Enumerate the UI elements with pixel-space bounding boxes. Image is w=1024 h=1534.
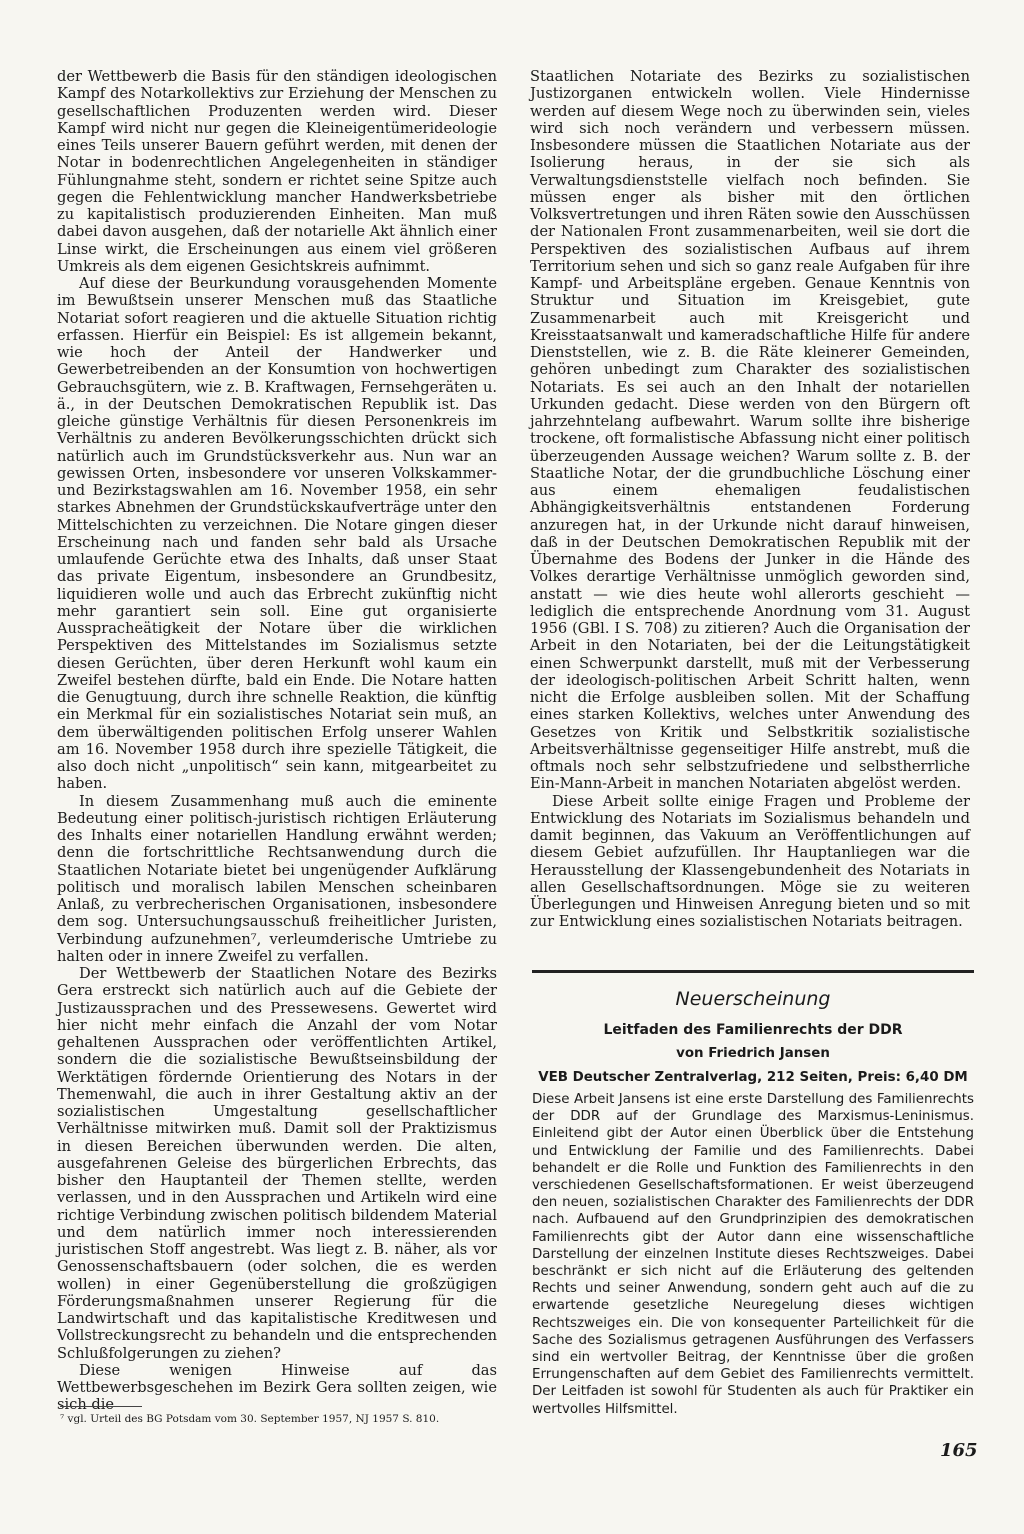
paragraph: Staatlichen Notariate des Bezirks zu sozialistischen Justizorganen entwickeln wollen. Viele Hindernisse werden auf diesem Wege noch zu überwinden sein, vieles wird sich noch verändern und verbessern müssen. Insbesondere müssen die Staatlichen Notariate aus der Isolierung heraus, in der sie sich als Verwaltungsdienststelle vielfach noch befinden. Sie müssen enger als bisher mit den örtlichen Volksvertretungen und ihren Räten sowie den Ausschüssen der Nationalen Front zusammenarbeiten, weil sie dort die Perspektiven des sozialistischen Aufbaus auf ihrem Territorium sehen und sich so ganz reale Aufgaben für ihre Kampf- und Arbeitspläne ergeben. Genaue Kenntnis von Struktur und Situation im Kreisgebiet, gute Zusammenarbeit auch mit Kreisgericht und Kreisstaatsanwalt und kameradschaftliche Hilfe für andere Dienststellen, wie z. B. die Räte kleinerer Gemeinden, gehören unbedingt zum Charakter des sozialistischen Notariats. Es sei auch an den Inhalt der notariellen Urkunden gedacht. Diese werden von den Bürgern oft jahrzehntelang aufbewahrt. Warum sollte ihre bisherige trockene, oft formalistische Abfassung nicht einer politisch überzeugenden Aussage weichen? Warum sollte z. B. der Staatliche Notar, der die grundbuchliche Löschung einer aus einem ehemaligen feudalistischen Abhängigkeitsverhältnis entstandenen Forderung anzuregen hat, in der Urkunde nicht darauf hinweisen, daß in der Deutschen Demokratischen Republik mit der Übernahme des Bodens der Junker in die Hände des Volkes derartige Verhältnisse unmöglich geworden sind, anstatt — wie dies heute wohl allerorts geschieht — lediglich die entsprechende Anordnung vom 31. August 1956 (GBl. I S. 708) zu zitieren? Auch die Organisation der Arbeit in den Notariaten, bei der die Leitungstätigkeit einen Schwerpunkt darstellt, muß mit der Verbesserung der ideologisch-politischen Arbeit Schritt halten, wenn nicht die Erfolge ausbleiben sollen. Mit der Schaffung eines starken Kollektivs, welches unter Anwendung des Gesetzes von Kritik und Selbstkritik sozialistische Arbeitsverhältnisse gegenseitiger Hilfe anstrebt, muß die oftmals noch sehr selbstzufriedene und selbstherrliche Ein-Mann-Arbeit in manchen Notariaten abgelöst werden. xyxy=(530,68,970,793)
section-divider xyxy=(532,970,974,973)
footnote-divider xyxy=(60,1406,142,1407)
right-column xyxy=(530,68,970,931)
paragraph: der Wettbewerb die Basis für den ständigen ideologischen Kampf des Notarkollektivs zur Erziehung der Menschen zu gesellschaftlichen Produzenten werden wird. Dieser Kampf wird nicht nur gegen die Kleineigentümerideologie eines Teils unserer Bauern geführt werden, mit denen der Notar in bodenrechtlichen Angelegenheiten in ständiger Fühlungnahme steht, sondern er richtet seine Spitze auch gegen die Fehlentwicklung mancher Handwerksbetriebe zu kapitalistisch produzierenden Einheiten. Man muß dabei davon ausgehen, daß der notarielle Akt ähnlich einer Linse wirkt, die Erscheinungen aus einem viel größeren Umkreis als dem eigenen Gesichtskreis aufnimmt. xyxy=(57,68,497,275)
paragraph: In diesem Zusammenhang muß auch die eminente Bedeutung einer politisch-juristisch richtigen Erläuterung des Inhalts einer notariellen Handlung erwähnt werden; denn die fortschrittliche Rechtsanwendung durch die Staatlichen Notariate bietet bei ungenügender Aufklärung politisch und moralisch labilen Menschen scheinbaren Anlaß, zu verbrecherischen Organisationen, insbesondere dem sog. Untersuchungsausschuß freiheitlicher Juristen, Verbindung aufzunehmen⁷, verleumderische Umtriebe zu halten oder in innere Zweifel zu verfallen. xyxy=(57,792,497,965)
announcement-heading: Neuerscheinung xyxy=(675,988,831,1010)
footnote: ⁷ vgl. Urteil des BG Potsdam vom 30. September 1957, NJ 1957 S. 810. xyxy=(60,1413,440,1425)
book-author: von Friedrich Jansen xyxy=(676,1046,830,1061)
paragraph: Der Wettbewerb der Staatlichen Notare des Bezirks Gera erstreckt sich natürlich auch auf die Gebiete der Justizaussprachen und des Pressewesens. Gewertet wird hier nicht mehr einfach die Anzahl der vom Notar gehaltenen Aussprachen oder veröffentlichten Artikel, sondern die die sozialistische Bewußtseinsbildung der Werktätigen fördernde Orientierung des Notars in der Themenwahl, die auch in ihrer Gestaltung aktiv an der sozialistischen Umgestaltung gesellschaftlicher Verhältnisse mitwirken muß. Damit soll der Praktizismus in diesen Bereichen überwunden werden. Die alten, ausgefahrenen Geleise des bürgerlichen Erbrechts, das bisher den Hauptanteil der Themen stellte, werden verlassen, und in den Aussprachen und Artikeln wird eine richtige Verbindung zwischen politisch bildendem Material und dem natürlich immer noch interessierenden juristischen Stoff angestrebt. Was liegt z. B. näher, als vor Genossenschaftsbauern (oder solchen, die es werden wollen) in einer Gegenüberstellung die großzügigen Förderungsmaßnahmen unserer Regierung für die Landwirtschaft und das kapitalistische Kreditwesen und Vollstreckungsrecht zu behandeln und die entsprechenden Schlußfolgerungen zu ziehen? xyxy=(57,965,497,1362)
paragraph: Diese wenigen Hinweise auf das Wettbewerbsgeschehen im Bezirk Gera sollten zeigen, wie sich die xyxy=(57,1361,497,1414)
paragraph: Auf diese der Beurkundung vorausgehenden Momente im Bewußtsein unserer Menschen muß das Staatliche Notariat sofort reagieren und die aktuelle Situation richtig erfassen. Hierfür ein Beispiel: Es ist allgemein bekannt, wie hoch der Anteil der Handwerker und Gewerbetreibenden an der Konsumtion von hochwertigen Gebrauchsgütern, wie z. B. Kraftwagen, Fernsehgeräten u. ä., in der Deutschen Demokratischen Republik ist. Das gleiche günstige Verhältnis für diesen Personenkreis im Verhältnis zu anderen Bevölkerungsschichten drückt sich natürlich auch im Grundstücksverkehr aus. Nun war an gewissen Orten, insbesondere vor unseren Volkskammer- und Bezirkstagswahlen am 16. November 1958, ein sehr starkes Abnehmen der Grundstückskaufverträge unter den Mittelschichten zu verzeichnen. Die Notare gingen dieser Erscheinung nach und fanden sehr bald als Ursache umlaufende Gerüchte etwa des Inhalts, daß unser Staat das private Eigentum, insbesondere an Grundbesitz, liquidieren wolle und auch das Erbrecht zukünftig nicht mehr garantiert sein soll. Eine gut organisierte Ausspracheätigkeit der Notare über die wirklichen Perspektiven des Mittelstandes im Sozialismus setzte diesen Gerüchten, über deren Herkunft wohl kaum ein Zweifel bestehen dürfte, bald ein Ende. Die Notare hatten die Genugtuung, durch ihre schnelle Reaktion, die künftig ein Merkmal für ein sozialistisches Notariat sein muß, an dem überwältigenden politischen Erfolg unserer Wahlen am 16. November 1958 durch ihre spezielle Tätigkeit, die also doch nicht „unpolitisch“ sein kann, mitgearbeitet zu haben. xyxy=(57,275,497,793)
page-number: 165 xyxy=(940,1440,978,1461)
left-column xyxy=(57,68,497,1414)
book-publisher: VEB Deutscher Zentralverlag, 212 Seiten, Preis: 6,40 DM xyxy=(538,1070,968,1085)
paragraph: Diese Arbeit sollte einige Fragen und Probleme der Entwicklung des Notariats im Sozialismus behandeln und damit beginnen, das Vakuum an Veröffentlichungen auf diesem Gebiet aufzufüllen. Ihr Hauptanliegen war die Herausstellung der Klassengebundenheit des Notariats in allen Gesellschaftsordnungen. Möge sie zu weiteren Überlegungen und Hinweisen Anregung bieten und so mit zur Entwicklung eines sozialistischen Notariats beitragen. xyxy=(530,792,970,931)
book-review: Diese Arbeit Jansens ist eine erste Darstellung des Familienrechts der DDR auf der Grundlage des Marxismus-Leninismus. Einleitend gibt der Autor einen Überblick über die Entstehung und Entwicklung der Familie und des Familienrechts. Dabei behandelt er die Rolle und Funktion des Familienrechts in den verschiedenen Gesellschaftsformationen. Er weist überzeugend den neuen, sozialistischen Charakter des Familienrechts der DDR nach. Aufbauend auf den Grundprinzipien des demokratischen Familienrechts gibt der Autor dann eine wissenschaftliche Darstellung der einzelnen Institute dieses Rechtszweiges. Dabei beschränkt er sich nicht auf die Erläuterung des geltenden Rechts und seiner Anwendung, sondern geht auch auf die zu erwartende gesetzliche Neuregelung dieses wichtigen Rechtszweiges ein. Die von konsequenter Parteilichkeit für die Sache des Sozialismus getragenen Ausführungen des Verfassers sind ein wertvoller Beitrag, der Kenntnisse über die großen Errungenschaften auf dem Gebiet des Familienrechts vermittelt. Der Leitfaden ist sowohl für Studenten als auch für Praktiker ein wertvolles Hilfsmittel. xyxy=(532,1092,974,1417)
new-publication-box xyxy=(532,986,974,1418)
book-title: Leitfaden des Familienrechts der DDR xyxy=(603,1022,903,1038)
